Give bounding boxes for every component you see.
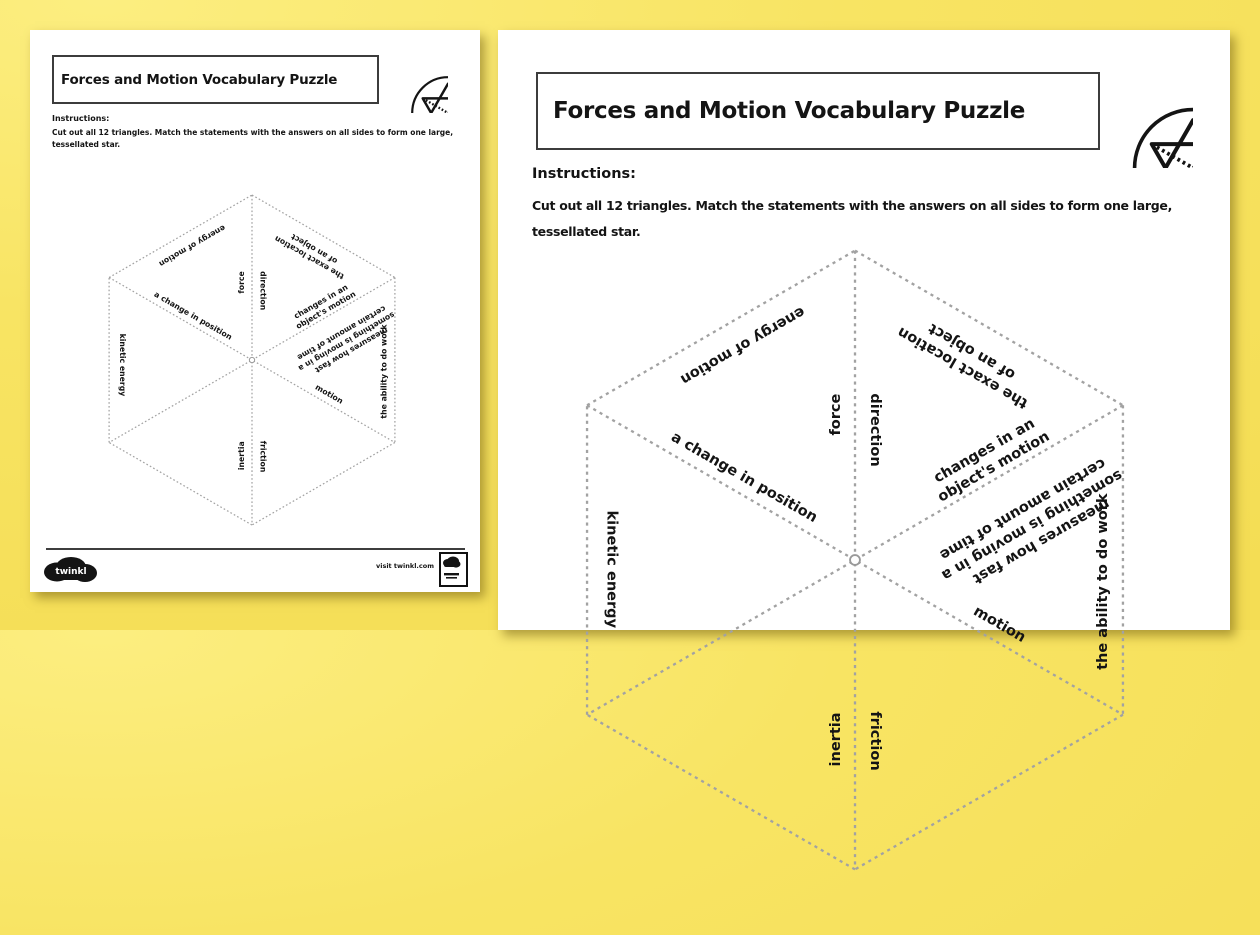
puzzle-label-inertia (828, 712, 844, 766)
svg-text:twinkl: twinkl (55, 567, 87, 577)
puzzle-label-direction (867, 393, 883, 466)
puzzle-label-kinetic-energy (603, 511, 619, 629)
instructions-heading: Instructions: (52, 114, 110, 123)
cut-line (109, 443, 252, 526)
instructions-heading: Instructions: (532, 166, 636, 182)
puzzle-label-the-exact-location (273, 225, 351, 281)
title-box (52, 55, 379, 104)
puzzle-label-kinetic-energy (118, 334, 127, 397)
puzzle-label-a-change-in-position (668, 429, 820, 526)
puzzle-label-the-exact-location (895, 307, 1040, 411)
puzzle-label-a-change-in-position (152, 290, 233, 342)
puzzle-label-energy-of-motion (157, 223, 227, 268)
visit-link-text: visit twinkl.com (375, 562, 434, 570)
puzzle-label-motion (314, 383, 345, 406)
footer-divider (46, 548, 465, 550)
instructions-body: Cut out all 12 triangles. Match the statements with the answers on all sides to form one large, tessellated star. (52, 128, 454, 149)
puzzle-label-energy-of-motion (678, 303, 808, 387)
cut-line (109, 195, 252, 278)
worksheet-page-small (30, 30, 480, 592)
puzzle-label-direction (259, 271, 268, 310)
puzzle-label-friction (259, 441, 268, 473)
vocabulary-puzzle-hexagon (418, 185, 1260, 935)
title-box (536, 72, 1100, 150)
puzzle-label-the-ability-to-do-work (1095, 493, 1111, 670)
tessellated-star-logo-icon (372, 37, 448, 113)
center-mark (249, 357, 254, 362)
cut-line (252, 443, 395, 526)
puzzle-label-force (237, 271, 246, 293)
worksheet-page-large (498, 30, 1230, 630)
cut-line (587, 715, 855, 870)
instructions-body: Cut out all 12 triangles. Match the statements with the answers on all sides to form one large, tessellated star. (532, 198, 1173, 239)
puzzle-label-inertia (237, 441, 246, 470)
tessellated-star-logo-icon (1069, 44, 1193, 168)
twinkl-logo (40, 554, 102, 586)
vocabulary-puzzle-hexagon (19, 160, 485, 560)
page-title: Forces and Motion Vocabulary Puzzle (553, 98, 1026, 124)
puzzle-label-the-ability-to-do-work (379, 324, 388, 419)
center-mark (850, 555, 860, 565)
cut-line (855, 715, 1123, 870)
puzzle-label-force (828, 393, 844, 435)
page-title: Forces and Motion Vocabulary Puzzle (61, 71, 338, 88)
cut-line (587, 251, 855, 406)
puzzle-label-motion (970, 603, 1028, 646)
puzzle-label-friction (867, 711, 883, 770)
